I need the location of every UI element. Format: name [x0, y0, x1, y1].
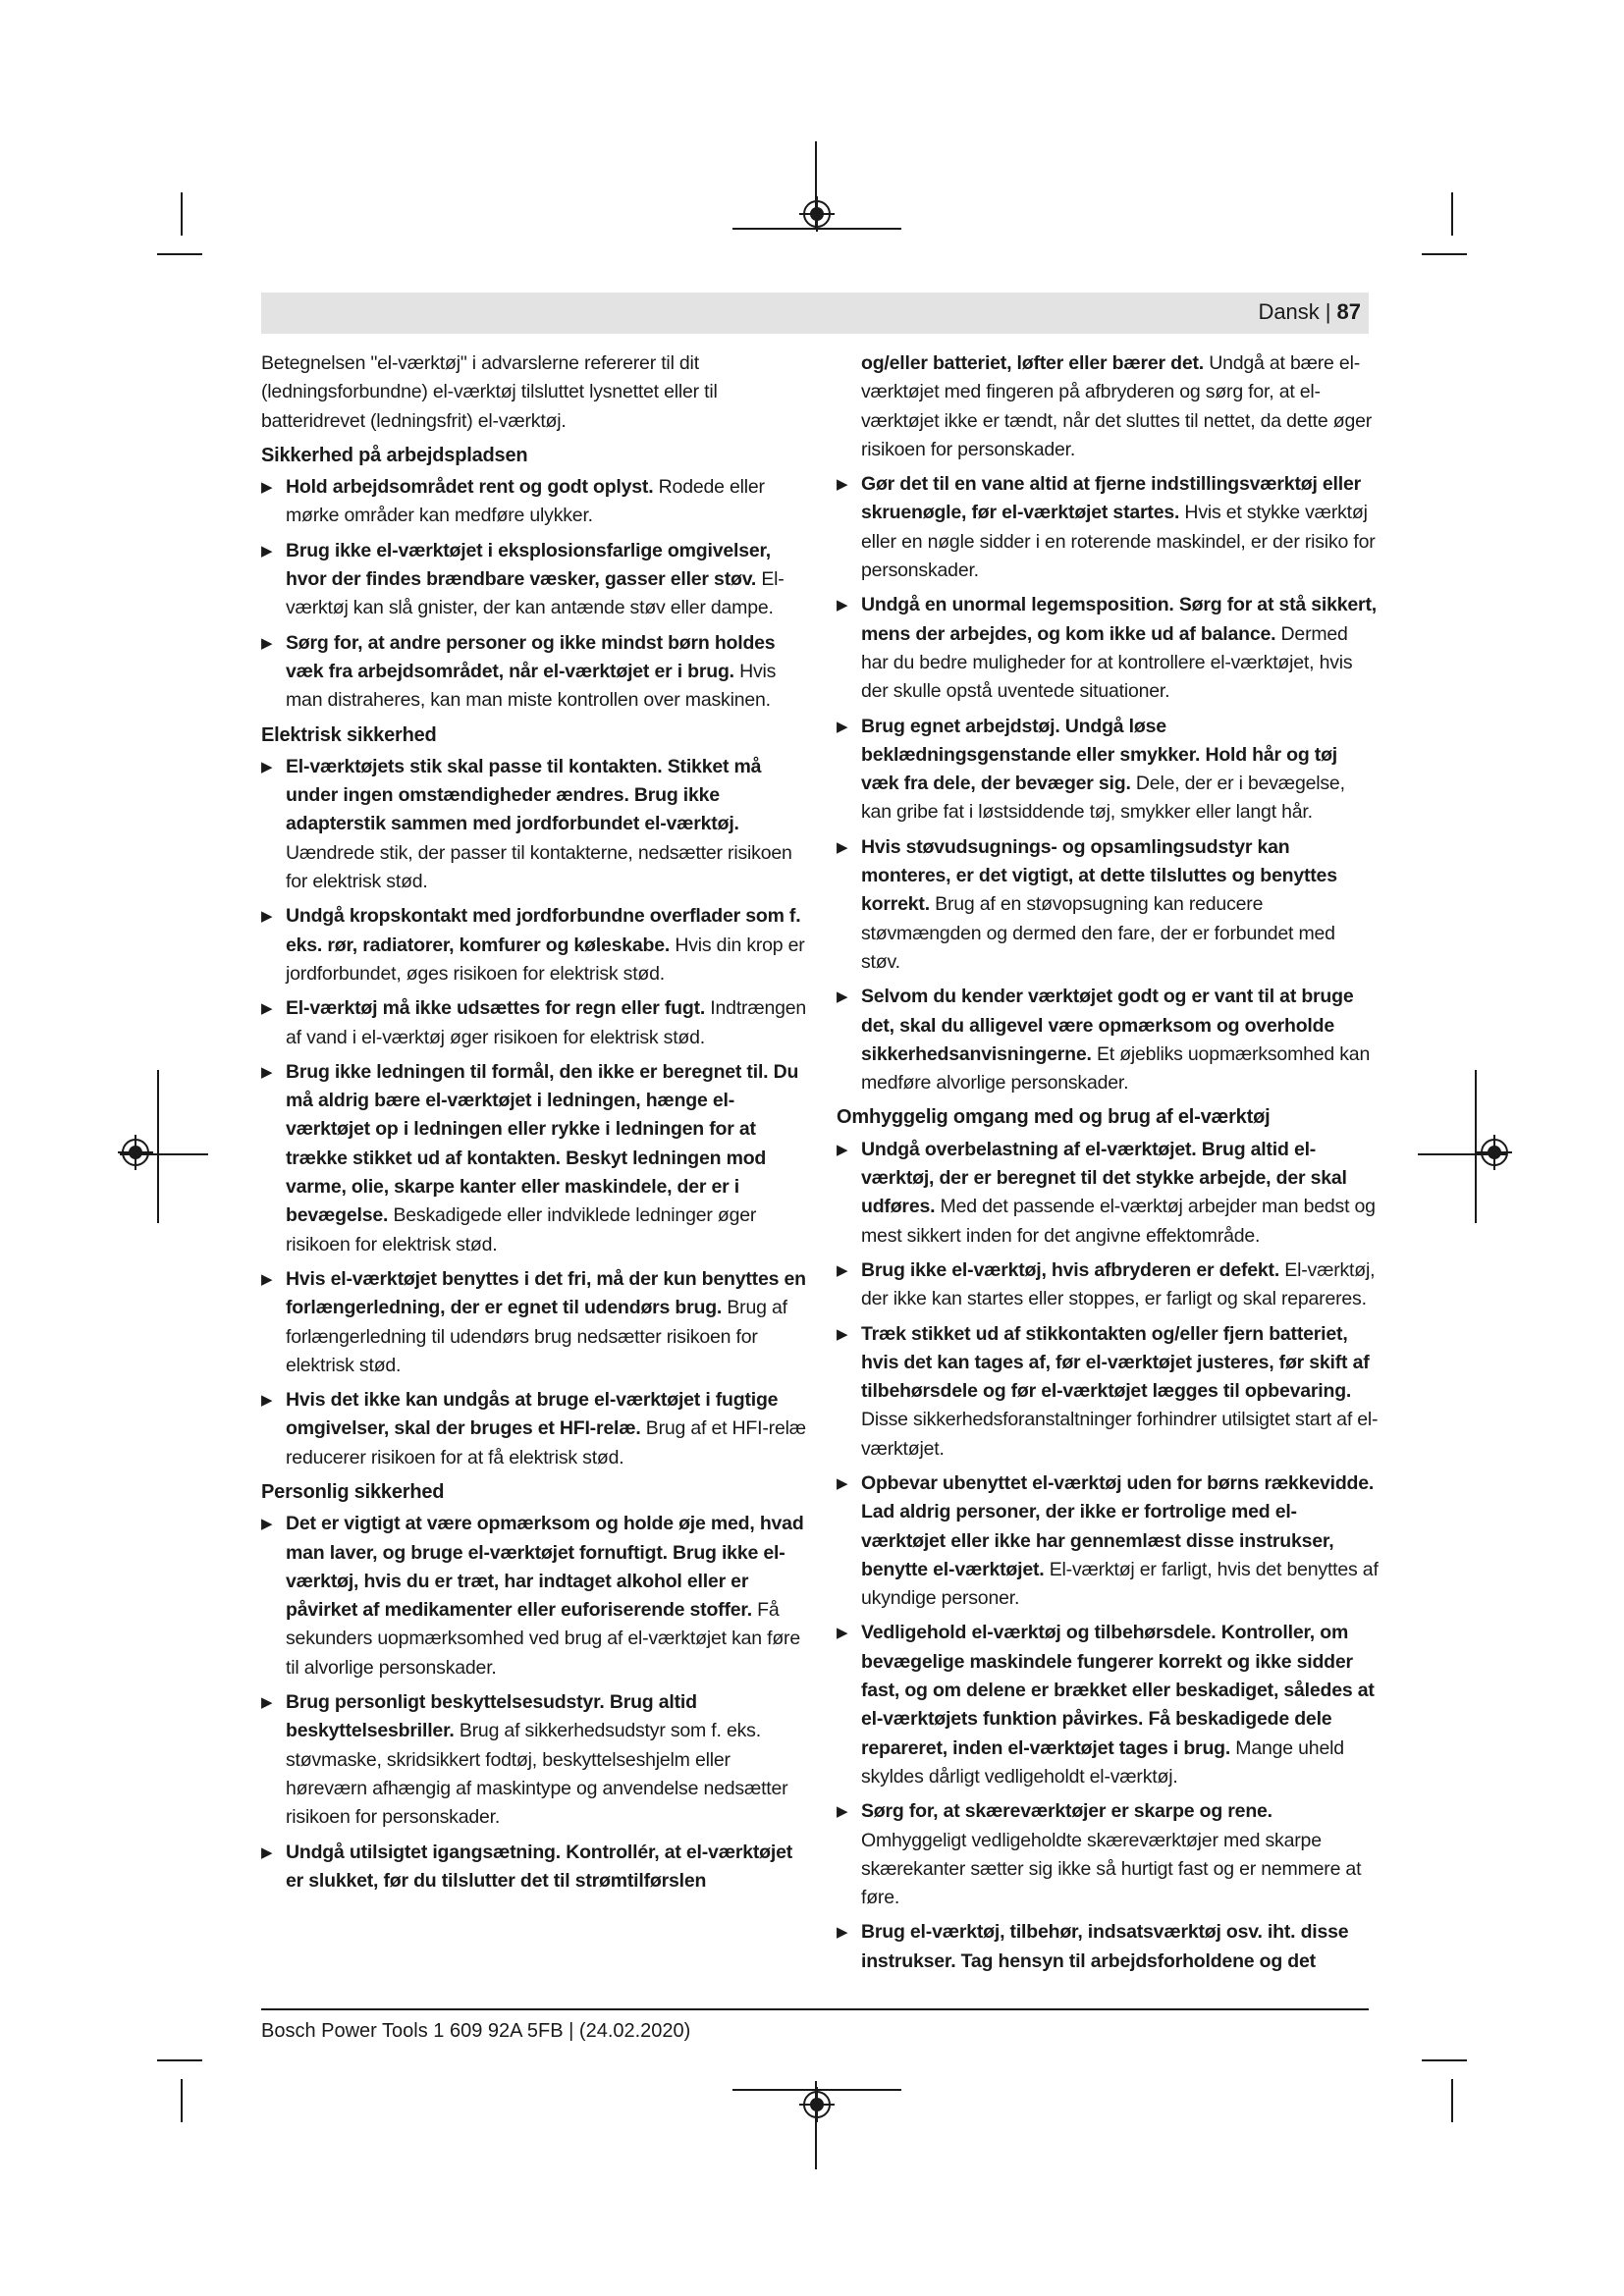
bullet-arrow-icon: ▶	[837, 1625, 848, 1642]
list-item	[261, 1058, 811, 1259]
item-text: Et øjebliks uopmærksomhed kan medføre alvorlige personskader.	[861, 1042, 1371, 1095]
item-bold: Undgå overbelastning af el-værktøjet. Brug altid el-værktøj, der er beregnet til det stykke arbejde, der skal udføres.	[861, 1138, 1347, 1218]
bullet-arrow-icon: ▶	[261, 1000, 273, 1018]
list-item	[837, 470, 1379, 585]
bullet-arrow-icon: ▶	[261, 479, 273, 497]
bullet-arrow-icon: ▶	[837, 476, 848, 494]
bullet-arrow-icon: ▶	[261, 758, 273, 775]
item-text: Hvis man distraheres, kan man miste kontrollen over maskinen.	[286, 660, 777, 712]
list-item	[261, 1688, 811, 1832]
item-bold: Vedligehold el-værktøj og tilbehørsdele. Kontroller, om bevægelige maskindele fungerer korrekt og ikke sidder fast, og om delene er brækket eller beskadiget, således at el-værktøjets funktion påvirkes. Få beskadigede dele repareret, inden el-værktøjet tages i brug.	[861, 1622, 1375, 1759]
list-item	[837, 1619, 1379, 1791]
section-heading: Omhyggelig omgang med og brug af el-værktøj	[837, 1106, 1271, 1129]
item-text: Beskadigede eller indviklede ledninger øger risikoen for elektrisk stød.	[286, 1204, 757, 1255]
bullet-arrow-icon: ▶	[261, 1694, 273, 1712]
page-header	[1258, 299, 1361, 325]
item-bold: Det er vigtigt at være opmærksom og holde øje med, hvad man laver, og bruge el-værktøjet fornuftigt. Brug ikke el-værktøj, hvis du er træt, har indtaget alkohol eller er påvirket af medikamenter eller euforiserende stoffer.	[286, 1513, 804, 1622]
item-bold: Brug el-værktøj, tilbehør, indsatsværktøj osv. iht. disse instrukser. Tag hensyn til arbejdsforholdene og det	[861, 1921, 1349, 1972]
item-text: Med det passende el-værktøj arbejder man bedst og mest sikkert inden for det angivne effektområde.	[861, 1196, 1376, 1247]
warning-list	[837, 349, 1379, 464]
bullet-arrow-icon: ▶	[261, 1843, 273, 1861]
crop-mark	[157, 1070, 159, 1223]
registration-mark-icon	[116, 1133, 155, 1172]
list-item	[261, 753, 811, 896]
list-item	[261, 994, 811, 1052]
list-item	[837, 983, 1379, 1097]
footer-rule	[261, 2008, 1369, 2010]
list-item	[261, 1839, 811, 1896]
right-column	[837, 349, 1379, 1982]
item-text: Dele, der er i bevægelse, kan gribe fat i løstsiddende tøj, smykker eller langt hår.	[861, 773, 1345, 824]
bullet-arrow-icon: ▶	[837, 1325, 848, 1343]
bullet-arrow-icon: ▶	[261, 634, 273, 652]
item-bold: Sørg for, at andre personer og ikke mindst børn holdes væk fra arbejdsområdet, når el-værktøjet er i brug.	[286, 631, 776, 682]
bullet-arrow-icon: ▶	[837, 988, 848, 1006]
bullet-arrow-icon: ▶	[837, 838, 848, 856]
section-heading: Personlig sikkerhed	[261, 1480, 445, 1503]
list-item	[837, 1320, 1379, 1464]
bullet-arrow-icon: ▶	[837, 597, 848, 614]
item-text: Dermed har du bedre muligheder for at kontrollere el-værktøjet, hvis der skulle opstå uventede situationer.	[861, 622, 1353, 703]
crop-mark	[181, 2079, 183, 2122]
list-item	[261, 629, 811, 716]
warning-list	[837, 470, 1379, 1097]
item-bold: Brug ikke ledningen til formål, den ikke er beregnet til. Du må aldrig bære el-værktøjet i ledningen, hænge el-værktøjet op i ledningen eller rykke i ledningen for at trække stikket ud af kontakten. Beskyt ledningen mod varme, olie, skarpe kanter eller maskindele, der er i bevægelse.	[286, 1060, 799, 1227]
item-text: Brug af forlængerledning til udendørs brug nedsætter risikoen for elektrisk stød.	[286, 1297, 787, 1376]
item-text: Brug af et HFI-relæ reducerer risikoen for at få elektrisk stød.	[286, 1417, 806, 1468]
bullet-arrow-icon: ▶	[261, 1270, 273, 1288]
section-heading: Elektrisk sikkerhed	[261, 723, 437, 746]
item-text: Disse sikkerhedsforanstaltninger forhindrer utilsigtet start af el-værktøjet.	[861, 1409, 1379, 1460]
list-item	[837, 833, 1379, 977]
list-item	[837, 713, 1379, 828]
bullet-arrow-icon: ▶	[837, 1924, 848, 1942]
item-text: Mange uheld skyldes dårligt vedligeholdt el-værktøj.	[861, 1736, 1344, 1788]
bullet-arrow-icon: ▶	[261, 542, 273, 560]
bullet-arrow-icon: ▶	[837, 718, 848, 735]
header-language: Dansk	[1258, 299, 1320, 324]
bullet-arrow-icon: ▶	[261, 1516, 273, 1533]
warning-list	[261, 1510, 811, 1896]
registration-mark-icon	[1475, 1133, 1514, 1172]
header-bar	[261, 293, 1369, 334]
bullet-arrow-icon: ▶	[261, 1063, 273, 1081]
item-bold: og/eller batteriet, løfter eller bærer det.	[861, 352, 1204, 374]
footer-text: Bosch Power Tools 1 609 92A 5FB | (24.02.2020)	[261, 2020, 691, 2042]
item-bold: Brug personligt beskyttelsesudstyr. Brug altid beskyttelsesbriller.	[286, 1691, 697, 1742]
item-bold: Træk stikket ud af stikkontakten og/eller fjern batteriet, hvis det kan tages af, før el-værktøjet justeres, før skift af tilbehørsdele og før el-værktøjet lægges til opbevaring.	[861, 1322, 1370, 1403]
section-heading: Sikkerhed på arbejdspladsen	[261, 444, 528, 466]
bullet-arrow-icon: ▶	[837, 1261, 848, 1279]
list-item	[837, 1797, 1379, 1912]
item-text: Brug af sikkerhedsudstyr som f. eks. støvmaske, skridsikkert fodtøj, beskyttelseshjelm eller høreværn afhængig af maskintype og anvendelse nedsætter risikoen for personskader.	[286, 1720, 788, 1829]
item-text: Omhyggeligt vedligeholdte skæreværktøjer med skarpe skærekanter sætter sig ikke så hurtigt fast og er nemmere at føre.	[861, 1829, 1362, 1909]
warning-list	[261, 473, 811, 715]
left-column	[261, 349, 811, 1901]
list-item	[837, 1469, 1379, 1613]
list-item	[261, 473, 811, 531]
registration-mark-icon	[797, 194, 837, 234]
list-item	[261, 1386, 811, 1472]
bullet-arrow-icon: ▶	[837, 1803, 848, 1821]
crop-mark	[1422, 253, 1467, 255]
item-text: Få sekunders uopmærksomhed ved brug af el-værktøjet kan føre til alvorlige personskader.	[286, 1599, 800, 1679]
item-bold: Brug egnet arbejdstøj. Undgå løse beklædningsgenstande eller smykker. Hold hår og tøj væk fra dele, der bevæger sig.	[861, 715, 1338, 795]
item-text: Rodede eller mørke områder kan medføre ulykker.	[286, 476, 765, 527]
item-bold: Selvom du kender værktøjet godt og er vant til at bruge det, skal du alligevel være opmærksom og overholde sikkerhedsanvisningerne.	[861, 986, 1354, 1065]
list-item	[261, 902, 811, 988]
item-bold: Hvis støvudsugnings- og opsamlingsudstyr kan monteres, er det vigtigt, at dette tilsluttes og benyttes korrekt.	[861, 835, 1337, 916]
item-bold: Gør det til en vane altid at fjerne indstillingsværktøj eller skruenøgle, før el-værktøjet startes.	[861, 473, 1362, 524]
bullet-arrow-icon: ▶	[837, 1474, 848, 1492]
item-bold: Undgå en unormal legemsposition. Sørg for at stå sikkert, mens der arbejdes, og kom ikke ud af balance.	[861, 594, 1377, 645]
item-text: Undgå at bære el-værktøjet med fingeren på afbryderen og sørg for, at el-værktøjet ikke er tændt, når det sluttes til nettet, da dette øger risikoen for personskader.	[861, 352, 1373, 460]
crop-mark	[1422, 2059, 1467, 2061]
item-bold: Hold arbejdsområdet rent og godt oplyst.	[286, 476, 654, 499]
intro-paragraph: Betegnelsen "el-værktøj" i advarslerne refererer til dit (ledningsforbundne) el-værktøj tilsluttet lysnettet eller til batteridrevet (ledningsfrit) el-værktøj.	[261, 352, 718, 432]
list-item	[837, 591, 1379, 706]
bullet-arrow-icon: ▶	[837, 1141, 848, 1158]
item-text: El-værktøj, der ikke kan startes eller stoppes, er farligt og skal repareres.	[861, 1258, 1376, 1310]
item-text: Brug af en støvopsugning kan reducere støvmængden og dermed den fare, der er forbundet med støv.	[861, 893, 1335, 973]
item-bold: Hvis el-værktøjet benyttes i det fri, må der kun benyttes en forlængerledning, der er egnet til udendørs brug.	[286, 1267, 806, 1319]
list-item	[837, 1136, 1379, 1251]
item-bold: El-værktøjets stik skal passe til kontakten. Stikket må under ingen omstændigheder ændres. Brug ikke adapterstik sammen med jordforbundet el-værktøj.	[286, 755, 762, 835]
header-separator: |	[1325, 299, 1331, 324]
item-bold: Opbevar ubenyttet el-værktøj uden for børns rækkevidde. Lad aldrig personer, der ikke er fortrolige med el-værktøjet eller ikke har gennemlæst disse instrukser, benytte el-værktøjet.	[861, 1471, 1375, 1580]
list-item-continuation	[837, 349, 1379, 464]
list-item	[837, 1256, 1379, 1314]
item-bold: El-værktøj må ikke udsættes for regn eller fugt.	[286, 997, 706, 1020]
warning-list	[261, 753, 811, 1472]
registration-mark-icon	[797, 2085, 837, 2124]
list-item	[837, 1918, 1379, 1976]
crop-mark	[1451, 2079, 1453, 2122]
warning-list	[837, 1136, 1379, 1976]
list-item	[261, 537, 811, 623]
list-item	[261, 1265, 811, 1380]
item-bold: Undgå utilsigtet igangsætning. Kontrollér, at el-værktøjet er slukket, før du tilslutter det til strømtilførslen	[286, 1841, 793, 1892]
item-bold: Sørg for, at skæreværktøjer er skarpe og rene.	[861, 1800, 1272, 1823]
crop-mark	[157, 2059, 202, 2061]
item-bold: Brug ikke el-værktøjet i eksplosionsfarlige omgivelser, hvor der findes brændbare væsker, gasser eller støv.	[286, 539, 772, 591]
item-bold: Hvis det ikke kan undgås at bruge el-værktøjet i fugtige omgivelser, skal der bruges et HFI-relæ.	[286, 1389, 779, 1440]
item-bold: Brug ikke el-værktøj, hvis afbryderen er defekt.	[861, 1258, 1280, 1281]
list-item	[261, 1510, 811, 1682]
item-bold: Undgå kropskontakt med jordforbundne overflader som f. eks. rør, radiatorer, komfurer og køleskabe.	[286, 905, 801, 956]
bullet-arrow-icon: ▶	[261, 1392, 273, 1410]
item-text: Uændrede stik, der passer til kontakterne, nedsætter risikoen for elektrisk stød.	[286, 841, 792, 893]
item-text: El-værktøj kan slå gnister, der kan antænde støv eller dampe.	[286, 568, 785, 619]
item-text: El-værktøj er farligt, hvis det benyttes af ukyndige personer.	[861, 1558, 1379, 1610]
crop-mark	[157, 253, 202, 255]
item-text: Indtrængen af vand i el-værktøj øger risikoen for elektrisk stød.	[286, 997, 807, 1048]
crop-mark	[1451, 192, 1453, 236]
item-text: Hvis din krop er jordforbundet, øges risikoen for elektrisk stød.	[286, 934, 805, 985]
crop-mark	[181, 192, 183, 236]
bullet-arrow-icon: ▶	[261, 908, 273, 926]
item-text: Hvis et stykke værktøj eller en nøgle sidder i en roterende maskindel, er der risiko for personskader.	[861, 502, 1376, 582]
page-number: 87	[1336, 299, 1361, 324]
